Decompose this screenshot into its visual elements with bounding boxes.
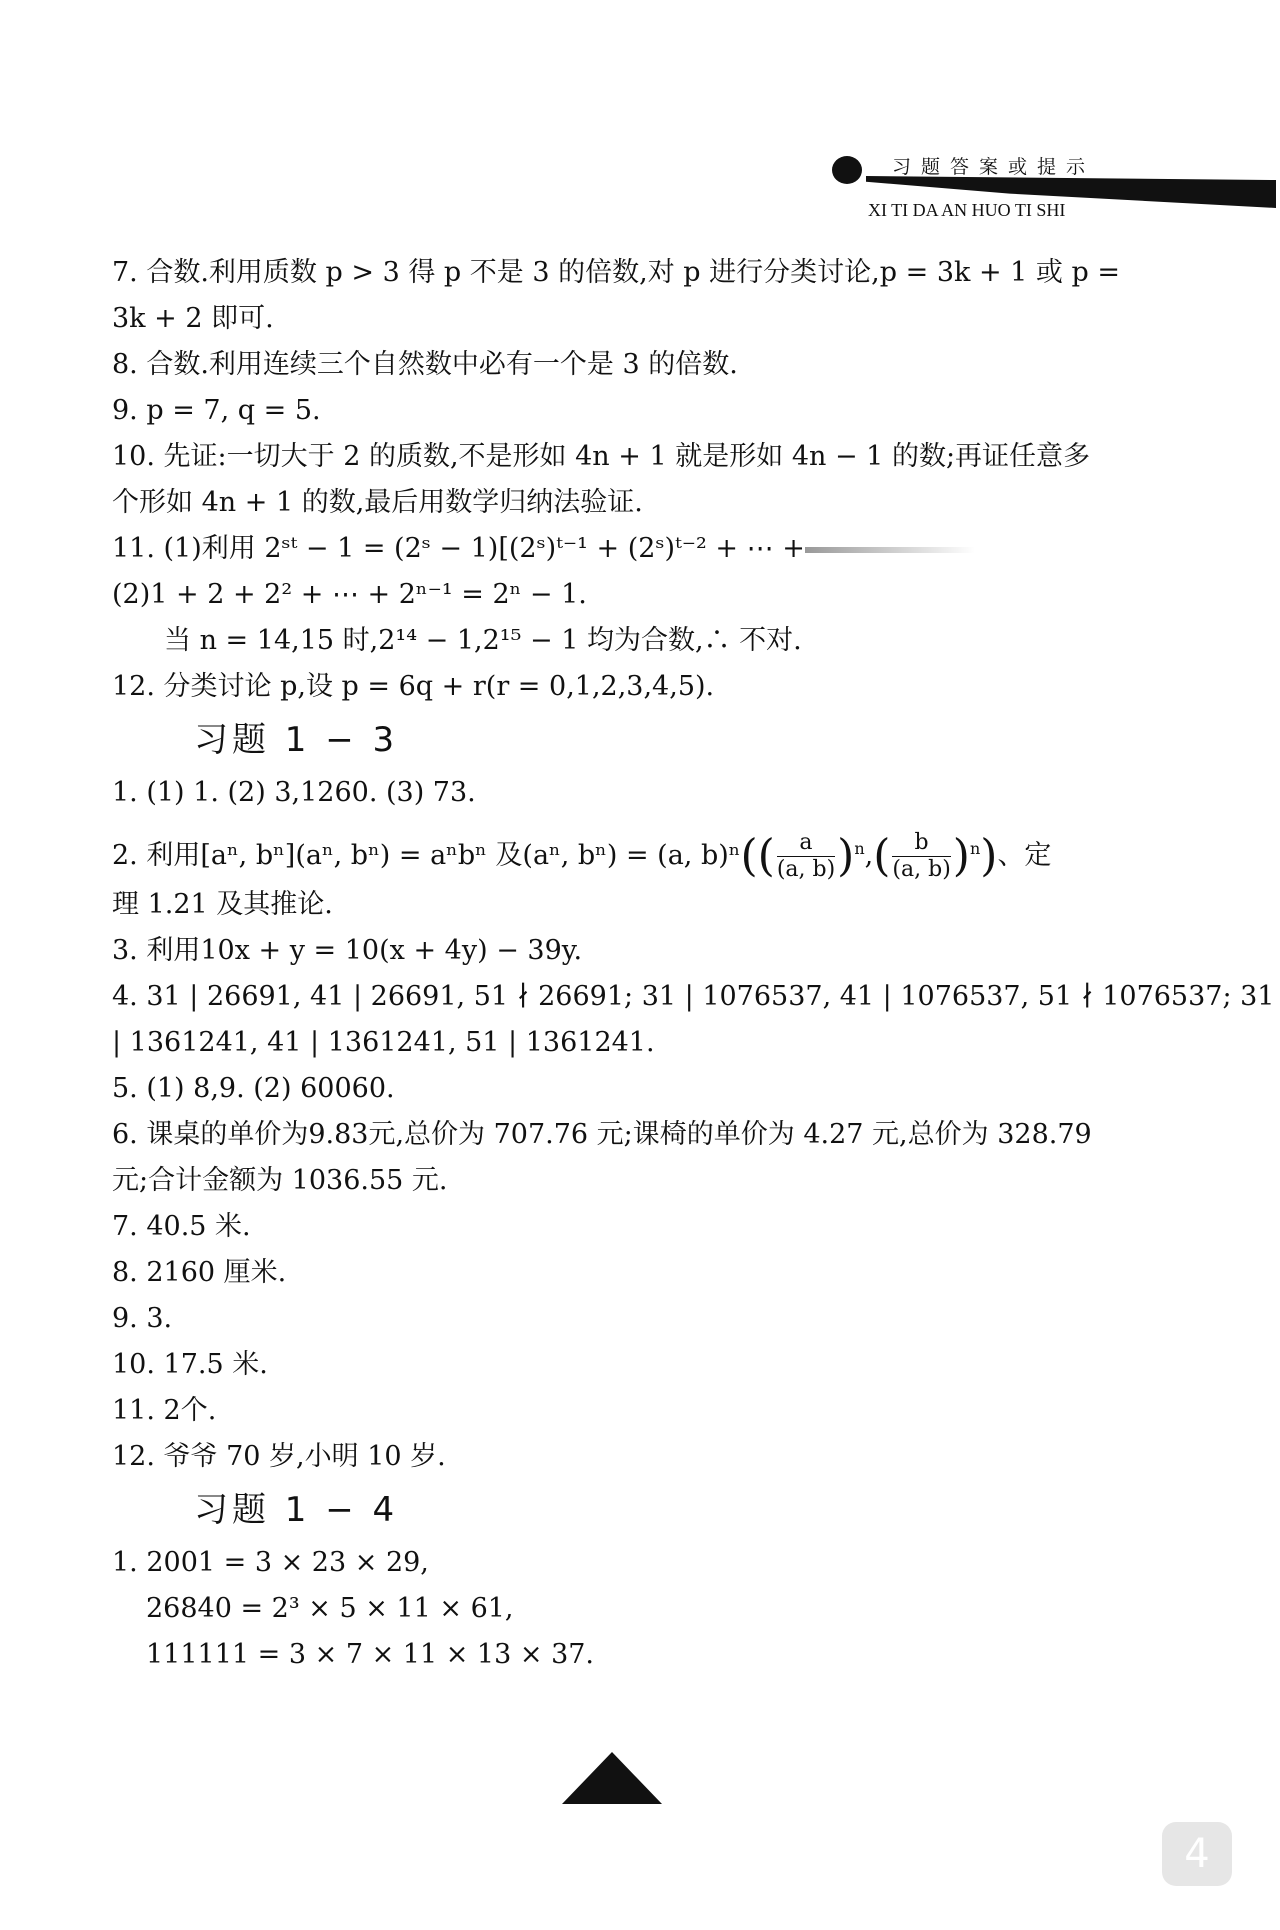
- answer-line: 当 n = 14,15 时,2¹⁴ − 1,2¹⁵ − 1 均为合数,∴ 不对.: [164, 625, 802, 656]
- paren-symbol: ): [980, 830, 998, 882]
- answer-line: 1. (1) 1. (2) 3,1260. (3) 73.: [112, 777, 476, 808]
- header-title: 习题答案或提示: [892, 156, 1096, 178]
- exponent: n: [969, 839, 981, 858]
- answer-line: 8. 合数.利用连续三个自然数中必有一个是 3 的倍数.: [112, 349, 738, 380]
- answer-line: [112, 526, 1142, 572]
- answer-line: 26840 = 2³ × 5 × 11 × 61,: [146, 1593, 514, 1624]
- section-title: 习题 1 − 4: [194, 1490, 399, 1530]
- paren-symbol: (: [873, 830, 891, 882]
- fraction: [777, 830, 835, 883]
- paren-symbol: (: [757, 830, 775, 882]
- fraction-denominator: (a, b): [892, 857, 951, 882]
- answer-line: 1. 2001 = 3 × 23 × 29,: [112, 1547, 429, 1578]
- answer-line: 个形如 4n + 1 的数,最后用数学归纳法验证.: [112, 487, 643, 518]
- answer-line: 7. 合数.利用质数 p > 3 得 p 不是 3 的倍数,对 p 进行分类讨论,p = 3k + 1 或 p =: [112, 257, 1120, 288]
- answer-text: 2. 利用[aⁿ, bⁿ](aⁿ, bⁿ) = aⁿbⁿ 及(aⁿ, bⁿ) = (a, b)ⁿ: [112, 840, 741, 871]
- answers-content: [112, 250, 1275, 1678]
- answer-line: | 1361241, 41 | 1361241, 51 | 1361241.: [112, 1027, 655, 1058]
- answer-line: 3k + 2 即可.: [112, 303, 274, 334]
- exponent: n: [854, 839, 865, 858]
- paren-symbol: ): [952, 830, 970, 882]
- answer-line: 9. 3.: [112, 1303, 173, 1334]
- answer-line: 12. 分类讨论 p,设 p = 6q + r(r = 0,1,2,3,4,5).: [112, 671, 715, 702]
- answer-line: 11. 2个.: [112, 1395, 217, 1426]
- answer-text: 、定: [997, 840, 1052, 871]
- answer-line: 4. 31 | 26691, 41 | 26691, 51 ∤ 26691; 31 | 1076537, 41 | 1076537, 51 ∤ 1076537; 31: [112, 981, 1275, 1012]
- answer-line: 6. 课桌的单价为9.83元,总价为 707.76 元;课椅的单价为 4.27 元,总价为 328.79: [112, 1119, 1092, 1150]
- fraction-numerator: a: [799, 830, 813, 855]
- fraction-numerator: b: [914, 830, 929, 855]
- section-title: 习题 1 − 3: [194, 720, 399, 760]
- triangle-ornament-icon: [562, 1752, 662, 1804]
- answer-line: 5. (1) 8,9. (2) 60060.: [112, 1073, 395, 1104]
- faded-continuation: [805, 547, 975, 553]
- answer-line: 理 1.21 及其推论.: [112, 889, 333, 920]
- page-number-badge: 4: [1162, 1822, 1232, 1886]
- fraction-denominator: (a, b): [776, 857, 836, 882]
- answer-line: 111111 = 3 × 7 × 11 × 13 × 37.: [146, 1639, 595, 1670]
- answer-line: 10. 17.5 米.: [112, 1349, 268, 1380]
- answer-line: 9. p = 7, q = 5.: [112, 395, 321, 426]
- answer-line: 元;合计金额为 1036.55 元.: [112, 1165, 448, 1196]
- answer-line: 3. 利用10x + y = 10(x + 4y) − 39y.: [112, 935, 583, 966]
- answer-text: 11. (1)利用 2ˢᵗ − 1 = (2ˢ − 1)[(2ˢ)ᵗ⁻¹ + (2ˢ)ᵗ⁻² + ⋯ +: [112, 533, 805, 564]
- paren-symbol: ): [837, 830, 855, 882]
- answer-line: (2)1 + 2 + 2² + ⋯ + 2ⁿ⁻¹ = 2ⁿ − 1.: [112, 579, 587, 610]
- fraction: [892, 830, 950, 883]
- answer-line: 7. 40.5 米.: [112, 1211, 251, 1242]
- header-subtitle: XI TI DA AN HUO TI SHI: [868, 200, 1066, 220]
- header-bullet-icon: [832, 156, 862, 184]
- paren-symbol: (: [740, 830, 758, 882]
- answer-line: 8. 2160 厘米.: [112, 1257, 287, 1288]
- answer-line: 10. 先证:一切大于 2 的质数,不是形如 4n + 1 就是形如 4n − 1 的数;再证任意多: [112, 441, 1091, 472]
- answer-line: 12. 爷爷 70 岁,小明 10 岁.: [112, 1441, 446, 1472]
- answer-line: 2. 利用[aⁿ, bⁿ](aⁿ, bⁿ) = aⁿbⁿ 及(aⁿ, bⁿ) = (a, b)ⁿ(( $\frac{a}{(a, b)}$ )$^n$,( $\frac{b}{(a, b)}$ )$^n$)、定: [112, 830, 1052, 882]
